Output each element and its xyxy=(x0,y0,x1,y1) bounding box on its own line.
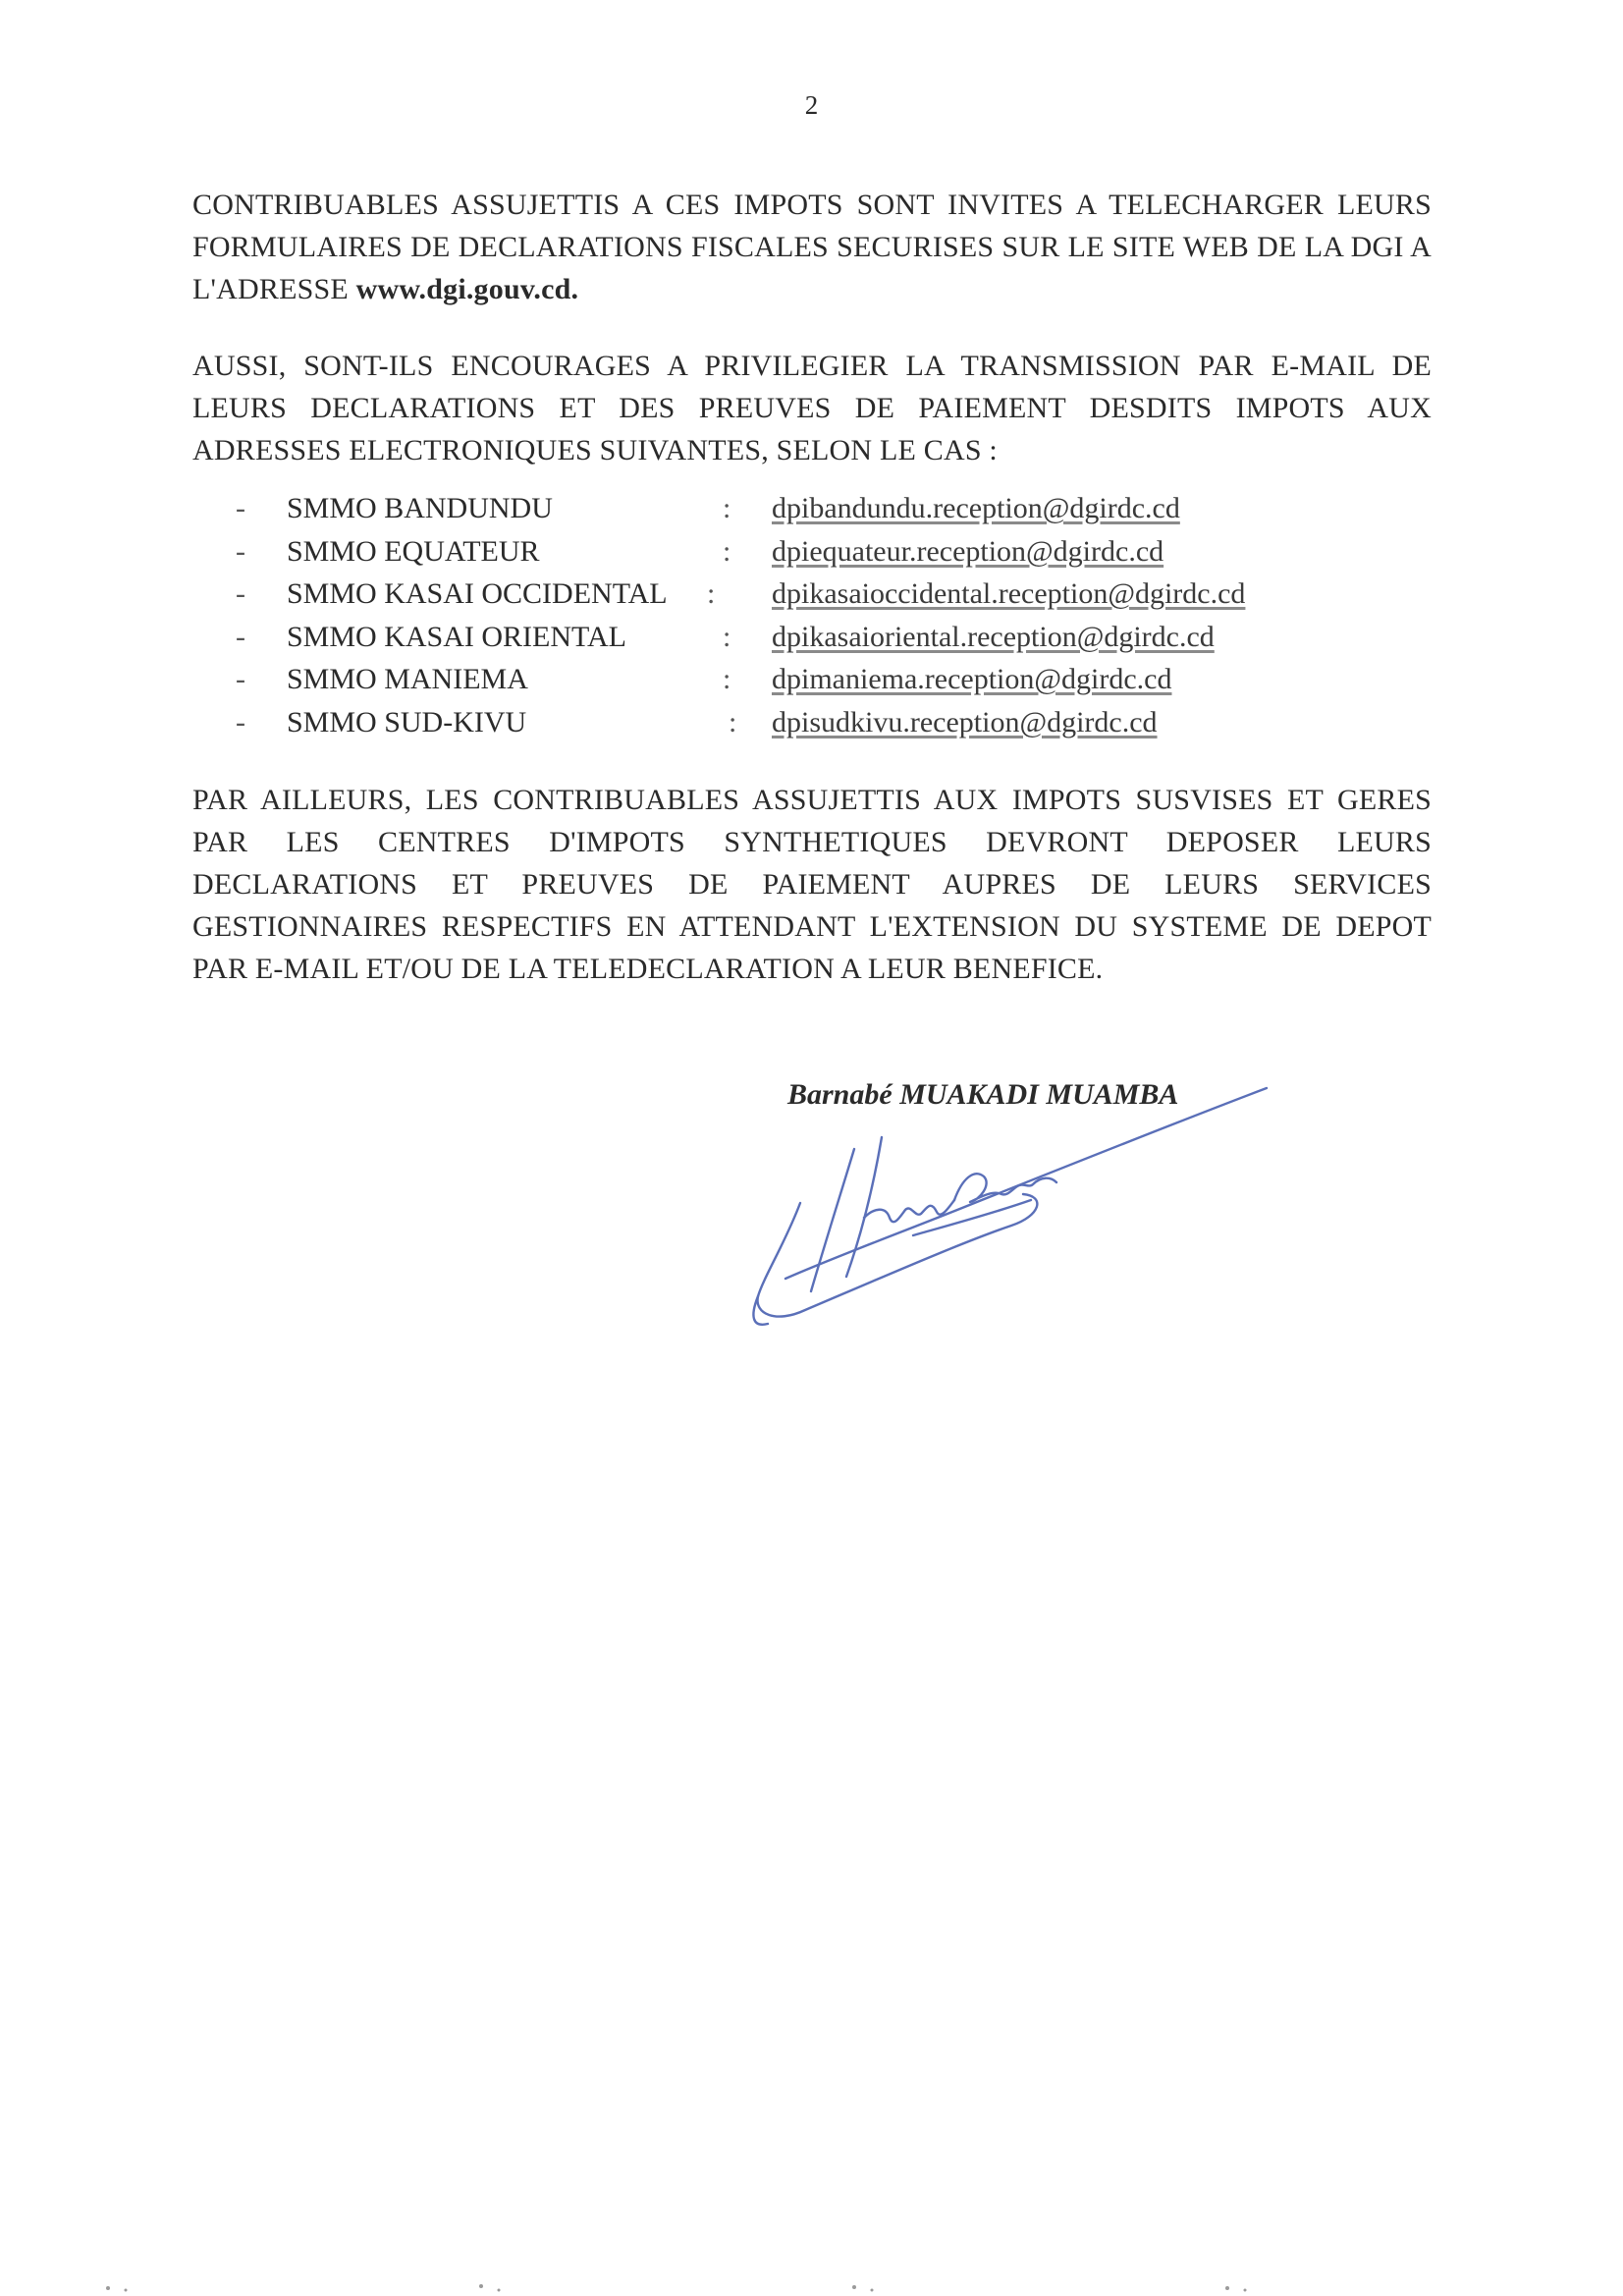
list-dash: - xyxy=(236,620,245,653)
signatory-first-name: Barnabé xyxy=(787,1078,893,1111)
email-link[interactable]: dpisudkivu.reception@dgirdc.cd xyxy=(772,705,1158,738)
paragraph-download-forms xyxy=(192,184,1432,310)
email-address-list xyxy=(236,492,1316,748)
office-name: SMMO MANIEMA xyxy=(287,663,528,695)
email-link[interactable]: dpiequateur.reception@dgirdc.cd xyxy=(772,534,1164,568)
office-name: SMMO KASAI ORIENTAL xyxy=(287,620,626,653)
separator-colon: : xyxy=(723,620,731,653)
email-link[interactable]: dpikasaioriental.reception@dgirdc.cd xyxy=(772,620,1215,653)
list-item xyxy=(236,706,1316,749)
list-item xyxy=(236,663,1316,706)
separator-colon: : xyxy=(723,492,731,524)
list-item xyxy=(236,492,1316,535)
list-item xyxy=(236,577,1316,621)
separator-colon: : xyxy=(723,663,731,695)
list-dash: - xyxy=(236,534,245,568)
office-name: SMMO SUD-KIVU xyxy=(287,705,527,738)
email-link[interactable]: dpikasaioccidental.reception@dgirdc.cd xyxy=(772,577,1246,610)
page-number: 2 xyxy=(804,90,819,120)
separator-colon: : xyxy=(707,577,716,610)
office-name: SMMO KASAI OCCIDENTAL xyxy=(287,577,668,610)
list-item xyxy=(236,621,1316,664)
list-dash: - xyxy=(236,705,245,738)
paragraph-email-transmission: AUSSI, SONT-ILS ENCOURAGES A PRIVILEGIER LA TRANSMISSION PAR E-MAIL DE LEURS DECLARATIONS ET DES PREUVES DE PAIEMENT DESDITS IMPOTS AUX ADRESSES ELECTRONIQUES SUIVANTES, SELON LE CAS : xyxy=(192,350,1432,466)
office-name: SMMO EQUATEUR xyxy=(287,534,540,568)
list-dash: - xyxy=(236,577,245,610)
list-dash: - xyxy=(236,663,245,695)
separator-colon: : xyxy=(723,534,731,568)
office-name: SMMO BANDUNDU xyxy=(287,492,553,524)
list-item xyxy=(236,535,1316,578)
email-link[interactable]: dpibandundu.reception@dgirdc.cd xyxy=(772,492,1180,524)
paragraph-download-forms-text: CONTRIBUABLES ASSUJETTIS A CES IMPOTS SONT INVITES A TELECHARGER LEURS FORMULAIRES DE DECLARATIONS FISCALES SECURISES SUR LE SITE WEB DE LA DGI A L'ADRESSE xyxy=(192,189,1432,305)
list-dash: - xyxy=(236,492,245,524)
separator-colon: : xyxy=(729,705,737,738)
paragraph-synthetic-tax-centers: PAR AILLEURS, LES CONTRIBUABLES ASSUJETTIS AUX IMPOTS SUSVISES ET GERES PAR LES CENTRES D'IMPOTS SYNTHETIQUES DEVRONT DEPOSER LEURS DECLARATIONS ET PREUVES DE PAIEMENT AUPRES DE LEURS SERVICES GESTIONNAIRES RESPECTIFS EN ATTENDANT L'EXTENSION DU SYSTEME DE DEPOT PAR E-MAIL ET/OU DE LA TELEDECLARATION A LEUR BENEFICE. xyxy=(192,784,1432,985)
website-link[interactable]: www.dgi.gouv.cd. xyxy=(355,273,579,305)
scan-artifacts xyxy=(0,2276,1623,2296)
handwritten-signature xyxy=(717,1070,1286,1345)
signatory-last-name: MUAKADI MUAMBA xyxy=(899,1078,1179,1111)
email-link[interactable]: dpimaniema.reception@dgirdc.cd xyxy=(772,663,1172,695)
